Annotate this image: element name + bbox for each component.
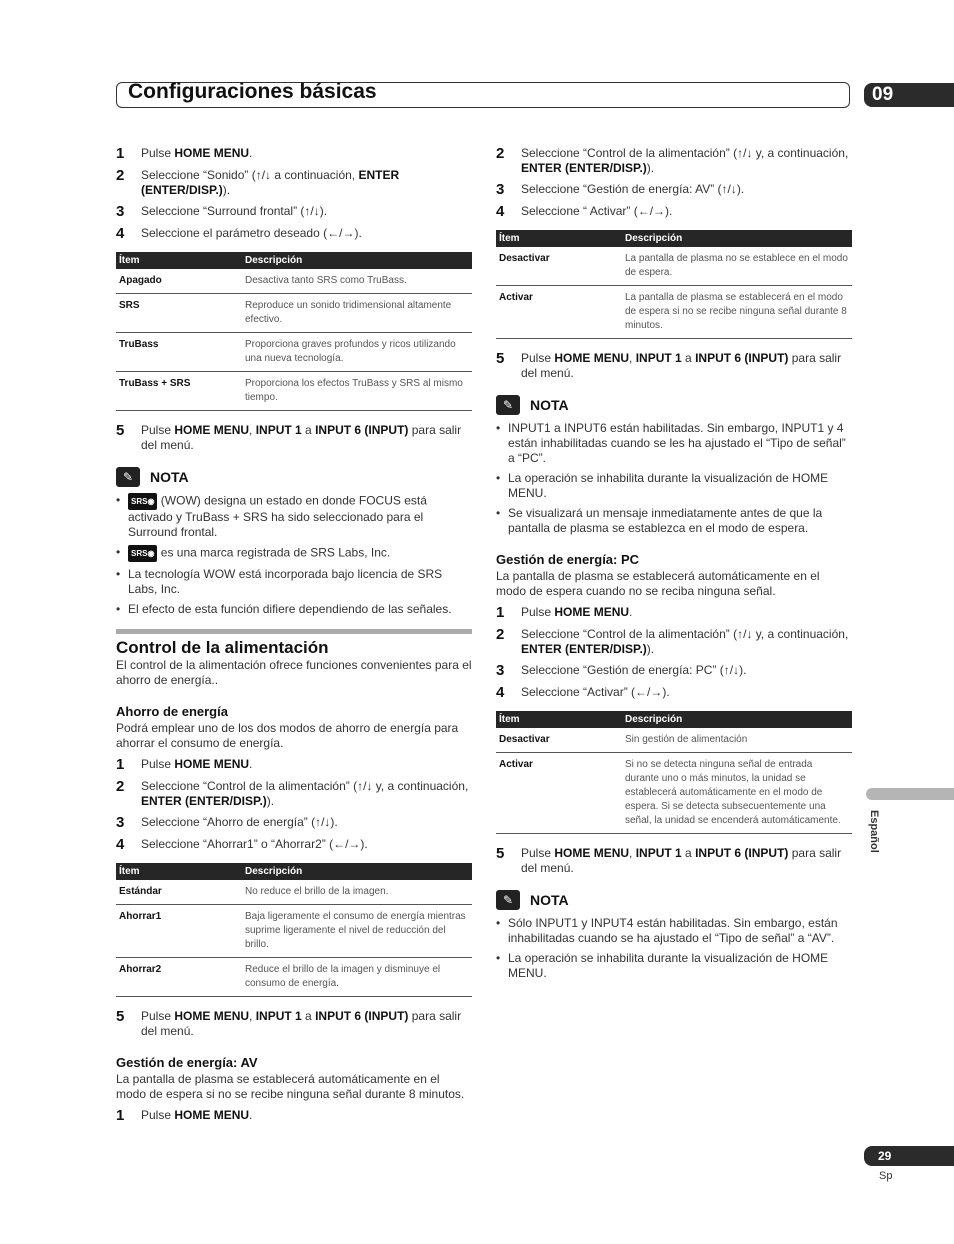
step-2: 2 Seleccione “Sonido” (↑/↓ a continuación, ENTER (ENTER/DISP.)). bbox=[116, 167, 400, 197]
step-5: 5 Pulse HOME MENU, INPUT 1 a INPUT 6 (INPUT) para salir del menú. bbox=[496, 350, 842, 380]
table-row: Desactivar Sin gestión de alimentación bbox=[496, 728, 852, 753]
right-column bbox=[496, 146, 852, 986]
note-list bbox=[496, 916, 852, 981]
subsection-title: Gestión de energía: PC bbox=[496, 552, 640, 567]
left-column bbox=[116, 146, 472, 1130]
note-header: ✎ NOTA bbox=[116, 467, 472, 487]
section-title: Control de la alimentación bbox=[116, 638, 329, 657]
step-4: 4 Seleccione “ Activar” (←/→). bbox=[496, 203, 673, 220]
step-5: 5 Pulse HOME MENU, INPUT 1 a INPUT 6 (INPUT) para salir del menú. bbox=[116, 1008, 462, 1038]
list-item: • La operación se inhabilita durante la visualización de HOME MENU. bbox=[496, 471, 852, 501]
step-3: 3 Seleccione “Ahorro de energía” (↑/↓). bbox=[116, 814, 338, 831]
table-power-av: Ítem Descripción Desactivar La pantalla de plasma no se establece en el modo de espera. Activar La pantalla de plasma se establecerá en el modo de espera si no se recibe ninguna señal durante 8 minutos. bbox=[496, 230, 852, 339]
language-code: Sp bbox=[879, 1170, 893, 1182]
table-row: Activar Si no se detecta ninguna señal de entrada durante uno o más minutos, la unidad se establecerá automáticamente en el modo de espera. Si se detecta subsecuentemente una señal, la unidad se encenderá automáticamente. bbox=[496, 753, 852, 834]
step-4: 4 Seleccione “Ahorrar1” o “Ahorrar2” (←/→). bbox=[116, 836, 368, 853]
page-title: Configuraciones básicas bbox=[128, 80, 377, 103]
section-divider bbox=[116, 629, 472, 634]
table-row: TruBass Proporciona graves profundos y ricos utilizando una nueva tecnología. bbox=[116, 333, 472, 372]
subsection-intro: Podrá emplear uno de los dos modos de ahorro de energía para ahorrar el consumo de energía. bbox=[116, 721, 459, 750]
language-label: Español bbox=[868, 810, 880, 853]
table-row: Estándar No reduce el brillo de la imagen. bbox=[116, 880, 472, 905]
subsection-intro: La pantalla de plasma se establecerá automáticamente en el modo de espera cuando no se reciba ninguna señal. bbox=[496, 569, 820, 598]
step-5: 5 Pulse HOME MENU, INPUT 1 a INPUT 6 (INPUT) para salir del menú. bbox=[496, 845, 842, 875]
step-2: 2 Seleccione “Control de la alimentación” (↑/↓ y, a continuación, ENTER (ENTER/DISP.)). bbox=[116, 778, 469, 808]
list-item: • La operación se inhabilita durante la visualización de HOME MENU. bbox=[496, 951, 852, 981]
note-header: ✎ NOTA bbox=[496, 395, 852, 415]
step-5: 5 Pulse HOME MENU, INPUT 1 a INPUT 6 (INPUT) para salir del menú. bbox=[116, 422, 462, 452]
steps-power-av bbox=[496, 146, 852, 220]
table-row: Activar La pantalla de plasma se establecerá en el modo de espera si no se recibe ninguna señal durante 8 minutos. bbox=[496, 286, 852, 339]
section-intro: El control de la alimentación ofrece funciones convenientes para el ahorro de energía.. bbox=[116, 658, 472, 687]
step-3: 3 Seleccione “Gestión de energía: AV” (↑/↓). bbox=[496, 181, 745, 198]
steps-power-pc bbox=[496, 605, 852, 701]
note-pencil-icon: ✎ bbox=[496, 890, 520, 910]
srs-wow-logo: SRS◉ bbox=[128, 493, 157, 510]
table-power-save: Ítem Descripción Estándar No reduce el brillo de la imagen. Ahorrar1 Baja ligeramente el consumo de energía mientras suprime ligeramente el nivel de reducción del brillo. Ahorrar2 Reduce el brillo de la imagen y disminuye el consumo de energía. bbox=[116, 863, 472, 997]
subsection-title: Ahorro de energía bbox=[116, 704, 228, 719]
note-list bbox=[116, 493, 472, 617]
note-list bbox=[496, 421, 852, 536]
table-header-item: Ítem bbox=[116, 252, 242, 269]
table-row: SRS Reproduce un sonido tridimensional altamente efectivo. bbox=[116, 294, 472, 333]
language-tab bbox=[866, 788, 954, 800]
steps-power-save bbox=[116, 757, 472, 853]
step-1: 1 Pulse HOME MENU. bbox=[496, 604, 633, 621]
note-pencil-icon: ✎ bbox=[116, 467, 140, 487]
step-4: 4 Seleccione “Activar” (←/→). bbox=[496, 684, 670, 701]
note-header: ✎ NOTA bbox=[496, 890, 852, 910]
list-item: • SRS◉ es una marca registrada de SRS Labs, Inc. bbox=[116, 545, 472, 562]
list-item: • Se visualizará un mensaje inmediatamente antes de que la pantalla de plasma se establezca en el modo de espera. bbox=[496, 506, 852, 536]
step-1: 1 Pulse HOME MENU. bbox=[116, 756, 253, 773]
table-surround bbox=[116, 252, 472, 411]
step-1: 1 Pulse HOME MENU. bbox=[116, 1107, 253, 1124]
list-item: • La tecnología WOW está incorporada bajo licencia de SRS Labs, Inc. bbox=[116, 567, 472, 597]
list-item: • INPUT1 a INPUT6 están habilitadas. Sin embargo, INPUT1 y 4 están inhabilitadas cuando se les ha ajustado el “Tipo de señal” a “PC”. bbox=[496, 421, 852, 466]
list-item: • Sólo INPUT1 y INPUT4 están habilitadas. Sin embargo, están inhabilitadas cuando se ha ajustado el “Tipo de señal” a “AV”. bbox=[496, 916, 852, 946]
table-row: Apagado Desactiva tanto SRS como TruBass. bbox=[116, 269, 472, 294]
step-2: 2 Seleccione “Control de la alimentación” (↑/↓ y, a continuación, ENTER (ENTER/DISP.)). bbox=[496, 626, 849, 656]
page-number: 29 bbox=[864, 1146, 954, 1166]
table-row: TruBass + SRS Proporciona los efectos TruBass y SRS al mismo tiempo. bbox=[116, 372, 472, 411]
steps-sound bbox=[116, 146, 472, 242]
subsection-title: Gestión de energía: AV bbox=[116, 1055, 258, 1070]
table-row: Ahorrar1 Baja ligeramente el consumo de energía mientras suprime ligeramente el nivel de reducción del brillo. bbox=[116, 905, 472, 958]
step-3: 3 Seleccione “Gestión de energía: PC” (↑/↓). bbox=[496, 662, 747, 679]
table-header-desc: Descripción bbox=[242, 252, 472, 269]
step-3: 3 Seleccione “Surround frontal” (↑/↓). bbox=[116, 203, 328, 220]
chapter-number: 09 bbox=[864, 83, 954, 107]
note-pencil-icon: ✎ bbox=[496, 395, 520, 415]
list-item: • SRS◉ (WOW) designa un estado en donde FOCUS está activado y TruBass + SRS ha sido seleccionado para el Surround frontal. bbox=[116, 493, 472, 540]
table-row: Desactivar La pantalla de plasma no se establece en el modo de espera. bbox=[496, 247, 852, 286]
srs-wow-logo: SRS◉ bbox=[128, 545, 157, 562]
step-1: 1 Pulse HOME MENU. bbox=[116, 145, 253, 162]
subsection-intro: La pantalla de plasma se establecerá automáticamente en el modo de espera si no se recibe ninguna señal durante 8 minutos. bbox=[116, 1072, 465, 1101]
step-4: 4 Seleccione el parámetro deseado (←/→). bbox=[116, 225, 362, 242]
table-row: Ahorrar2 Reduce el brillo de la imagen y disminuye el consumo de energía. bbox=[116, 958, 472, 997]
table-power-pc: Ítem Descripción Desactivar Sin gestión de alimentación Activar Si no se detecta ninguna señal de entrada durante uno o más minutos, la unidad se establecerá automáticamente en el modo de espera. Si se detecta subsecuentemente una señal, la unidad se encenderá automáticamente. bbox=[496, 711, 852, 834]
step-2: 2 Seleccione “Control de la alimentación” (↑/↓ y, a continuación, ENTER (ENTER/DISP.)). bbox=[496, 145, 849, 175]
list-item: • El efecto de esta función difiere dependiendo de las señales. bbox=[116, 602, 472, 617]
